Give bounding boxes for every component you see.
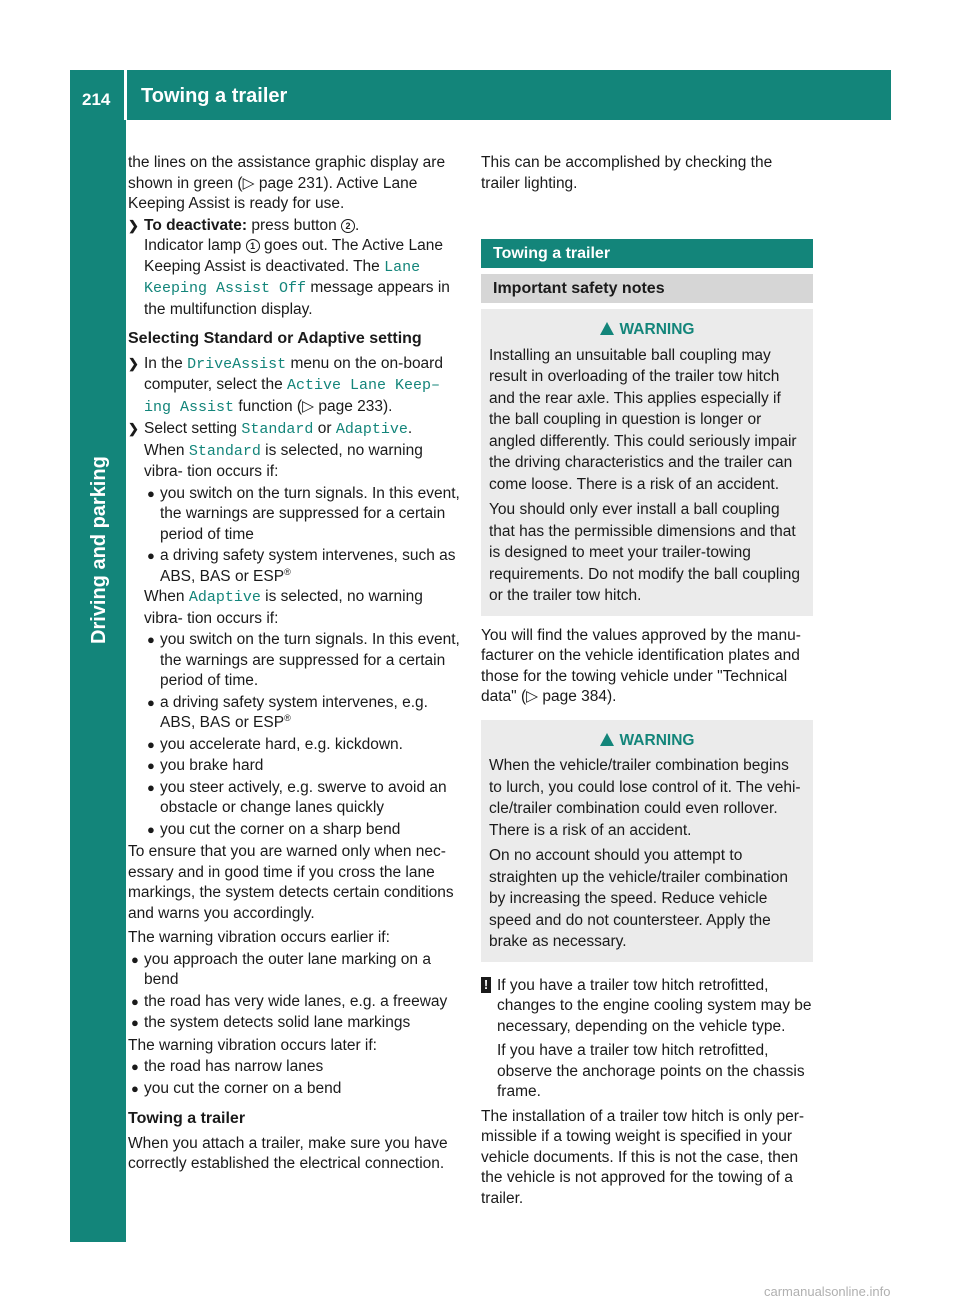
list-item: ● the system detects solid lane markings: [128, 1013, 460, 1034]
warning-triangle-icon: [600, 733, 614, 746]
list-item: ● you brake hard: [144, 756, 460, 777]
display-message: Lane Keeping Assist Off: [144, 258, 421, 297]
paragraph-ensure: To ensure that you are warned only when nec- essary and in good time if you cross the lane markings, the system detects certain conditions and warns you accordingly.: [128, 843, 454, 922]
left-column: [128, 153, 460, 1175]
paragraph-values: You will find the values approved by the manu- facturer on the vehicle identification plates and those for the towing vehicle under "Technical data" (▷ page 384).: [481, 626, 801, 705]
bullet-icon: ●: [131, 1059, 139, 1074]
intro-paragraph: the lines on the assistance graphic display are shown in green (▷ page 231). Active Lane Keeping Assist is ready for use.: [128, 154, 446, 212]
bullet-icon: ●: [131, 951, 139, 967]
heading-selecting-setting: Selecting Standard or Adaptive setting: [128, 330, 422, 347]
warning-box-ball-coupling: [481, 309, 813, 616]
function-active-lane-keeping-assist: Active Lane Keep–ing Assist: [144, 377, 441, 416]
list-item: ● a driving safety system intervenes, e.g. ABS, BAS or ESP®: [147, 693, 428, 731]
step-select-menu: ❯ In the DriveAssist menu on the on-board computer, select the Active Lane Keep–ing Assist function (▷ page 233).: [128, 354, 443, 416]
setting-standard: Standard: [188, 442, 261, 460]
step-select-setting: ❯ Select setting Standard or Adaptive. When Standard is selected, no warning vibra- tion occurs if: ● you switch on the turn signals. In this event, the warnings are suppressed for a certain period of time ● a driving safety system intervenes, such as ABS, BAS or ESP® When Adaptive is selected, no warning vibra- tion occurs if: ● you switch on the turn signals. In this event, the warnings are suppressed for a certain period of time. ● a driving safety system intervenes, e.g. ABS, BAS or ESP® ● you accelerate hard, e.g. kickdown. ● you brake hard ● you steer actively, e.g. swerve to avoid an obstacle or change lanes quickly ● you cut the corner on a sharp bend: [128, 419, 460, 840]
heading-towing-trailer: Towing a trailer: [128, 1110, 246, 1127]
page-title: Towing a trailer: [141, 85, 288, 107]
bullet-icon: ●: [147, 694, 155, 710]
list-item: ● you switch on the turn signals. In this event, the warnings are suppressed for a certain period of time: [147, 484, 460, 543]
header-divider: [124, 70, 127, 120]
step-arrow-icon: ❯: [128, 421, 139, 436]
warning-text: Installing an unsuitable ball coupling may result in overloading of the trailer tow hitch and the rear axle. This applies especially if the ball coupling in question is longer or angled differently. This could seriously impair the driving characteristics and the trailer can come loose. There is a risk of an accident.: [489, 346, 797, 493]
paragraph-installation: The installation of a trailer tow hitch is only per- missible if a towing weight is specified in your vehicle documents. If this is not the case, then the vehicle is not approved for the towing of a trailer.: [481, 1107, 805, 1207]
paragraph-lighting: This can be accomplished by checking the trailer lighting.: [481, 154, 773, 192]
exclamation-icon: !: [481, 977, 491, 993]
paragraph-later: The warning vibration occurs later if:: [128, 1036, 377, 1054]
paragraph-earlier: The warning vibration occurs earlier if:: [128, 929, 390, 946]
bullet-icon: ●: [131, 1015, 139, 1030]
warning-triangle-icon: [600, 322, 614, 335]
step-deactivate: ❯ To deactivate: press button 2 . Indicator lamp 1 goes out. The Active Lane Keeping Assist is deactivated. The Lane Keeping Assist Off message appears in the multifunction display.: [128, 216, 450, 318]
bullet-icon: ●: [147, 485, 155, 501]
step-arrow-icon: ❯: [128, 217, 139, 233]
bullet-icon: ●: [131, 1080, 139, 1096]
page-ref-arrow-icon: ▷: [526, 688, 539, 705]
note-text: If you have a trailer tow hitch retrofitted, observe the anchorage points on the chassis frame.: [497, 1042, 805, 1100]
note-box: [481, 976, 813, 1103]
bullet-icon: ●: [147, 548, 155, 563]
list-item: ● you switch on the turn signals. In this event, the warnings are suppressed for a certain period of time.: [147, 631, 460, 689]
paragraph-towing: When you attach a trailer, make sure you have correctly established the electrical connection.: [128, 1134, 448, 1172]
page-ref-arrow-icon: ▷: [242, 174, 255, 192]
section-heading: Towing a trailer: [481, 239, 813, 268]
list-item: ● you cut the corner on a sharp bend: [144, 820, 460, 841]
list-item: ● you steer actively, e.g. swerve to avoid an obstacle or change lanes quickly: [147, 778, 447, 816]
list-item: ● you accelerate hard, e.g. kickdown.: [144, 735, 460, 756]
warning-title: WARNING: [489, 730, 805, 752]
side-tab: [70, 120, 126, 1242]
watermark: carmanualsonline.info: [764, 1284, 891, 1299]
bullet-icon: ●: [147, 821, 155, 837]
warning-text: You should only ever install a ball coupling that has the permissible dimensions and that is designed to meet your trailer-towing requirements. Do not modify the ball coupling or the trailer tow hitch.: [489, 501, 801, 604]
setting-adaptive: Adaptive: [188, 589, 261, 606]
side-tab-label: Driving and parking: [88, 456, 110, 644]
warning-text: On no account should you attempt to straighten up the vehicle/trailer combination by increasing the speed. Reduce vehicle speed and do not countersteer. Apply the brake as necessary.: [489, 847, 788, 950]
list-item: ● you approach the outer lane marking on a bend: [131, 950, 431, 988]
bullet-icon: ●: [147, 779, 155, 795]
warning-box-lurch: [481, 720, 813, 962]
list-item: ● you cut the corner on a bend: [128, 1079, 460, 1100]
bullet-icon: ●: [147, 632, 155, 647]
step-arrow-icon: ❯: [128, 355, 139, 371]
list-item: ● a driving safety system intervenes, such as ABS, BAS or ESP®: [147, 547, 456, 585]
page-number: 214: [82, 90, 111, 109]
subsection-heading: Important safety notes: [481, 274, 813, 303]
menu-driveassist: DriveAssist: [187, 355, 287, 373]
note-text: If you have a trailer tow hitch retrofitted, changes to the engine cooling system may be necessary, depending on the vehicle type.: [497, 976, 812, 1035]
list-item: ● the road has very wide lanes, e.g. a freeway: [128, 992, 460, 1013]
warning-title: WARNING: [489, 319, 805, 341]
page-ref-arrow-icon: ▷: [302, 397, 315, 415]
bullet-icon: ●: [147, 758, 155, 773]
bullet-icon: ●: [131, 993, 139, 1009]
bullet-icon: ●: [147, 736, 155, 752]
list-item: ● the road has narrow lanes: [128, 1057, 460, 1078]
indicator-lamp-1-icon: 1: [246, 239, 260, 253]
setting-adaptive: Adaptive: [335, 421, 408, 438]
right-column: [481, 153, 813, 1209]
setting-standard: Standard: [241, 421, 314, 438]
button-2-icon: 2: [341, 219, 355, 233]
warning-text: When the vehicle/trailer combination begins to lurch, you could lose control of it. The vehi- cle/trailer combination could even rollover. There is a risk of an accident.: [489, 757, 801, 839]
